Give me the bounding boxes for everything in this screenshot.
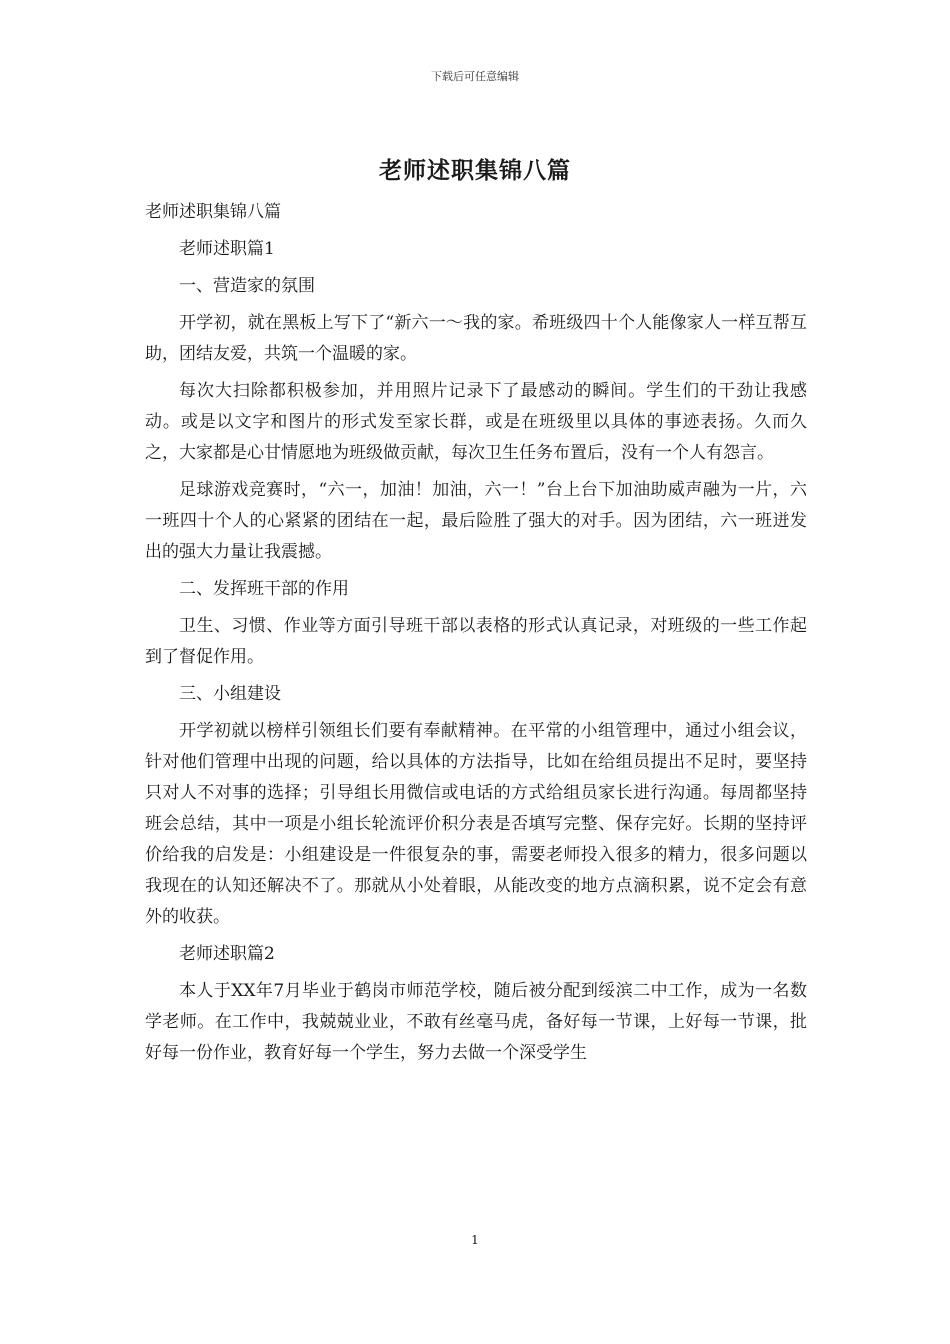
paragraph: 每次大扫除都积极参加，并用照片记录下了最感动的瞬间。学生们的干劲让我感动。或是以文字和图片的形式发至家长群，或是在班级里以具体的事迹表扬。久而久之，大家都是心甘情愿地为班级做贡献，每次卫生任务布置后，没有一个人有怨言。 [145,381,807,463]
page-number: 1 [471,1233,479,1247]
section-heading-1: 老师述职篇1 [179,239,275,259]
subheading-2: 二、发挥班干部的作用 [179,579,349,599]
paragraph: 开学初，就在黑板上写下了“新六一～我的家。希班级四十个人能像家人一样互帮互助，团结友爱，共筑一个温暖的家。 [145,313,807,364]
paragraph: 卫生、习惯、作业等方面引导班干部以表格的形式认真记录，对班级的一些工作起到了督促作用。 [145,616,807,667]
page-header-note: 下载后可任意编辑 [431,70,519,83]
document-body [145,197,807,1075]
paragraph: 本人于XX年7月毕业于鹤岗市师范学校，随后被分配到绥滨二中工作，成为一名数学老师。在工作中，我兢兢业业，不敢有丝毫马虎，备好每一节课，上好每一节课，批好每一份作业，教育好每一个学生，努力去做一个深受学生 [145,981,807,1063]
section-heading-2: 老师述职篇2 [179,944,275,964]
document-title: 老师述职集锦八篇 [379,157,571,184]
paragraph: 足球游戏竞赛时，“六一，加油！加油，六一！”台上台下加油助威声融为一片，六一班四十个人的心紧紧的团结在一起，最后险胜了强大的对手。因为团结，六一班迸发出的强大力量让我震撼。 [145,480,807,562]
subheading-3: 三、小组建设 [179,684,281,704]
subheading-1: 一、营造家的氛围 [179,276,315,296]
body-subtitle: 老师述职集锦八篇 [145,202,281,222]
paragraph: 开学初就以榜样引领组长们要有奉献精神。在平常的小组管理中，通过小组会议，针对他们管理中出现的问题，给以具体的方法指导，比如在给组员提出不足时，要坚持只对人不对事的选择；引导组长用微信或电话的方式给组员家长进行沟通。每周都坚持班会总结，其中一项是小组长轮流评价积分表是否填写完整、保存完好。长期的坚持评价给我的启发是：小组建设是一件很复杂的事，需要老师投入很多的精力，很多问题以我现在的认知还解决不了。那就从小处着眼，从能改变的地方点滴积累，说不定会有意外的收获。 [145,721,807,927]
